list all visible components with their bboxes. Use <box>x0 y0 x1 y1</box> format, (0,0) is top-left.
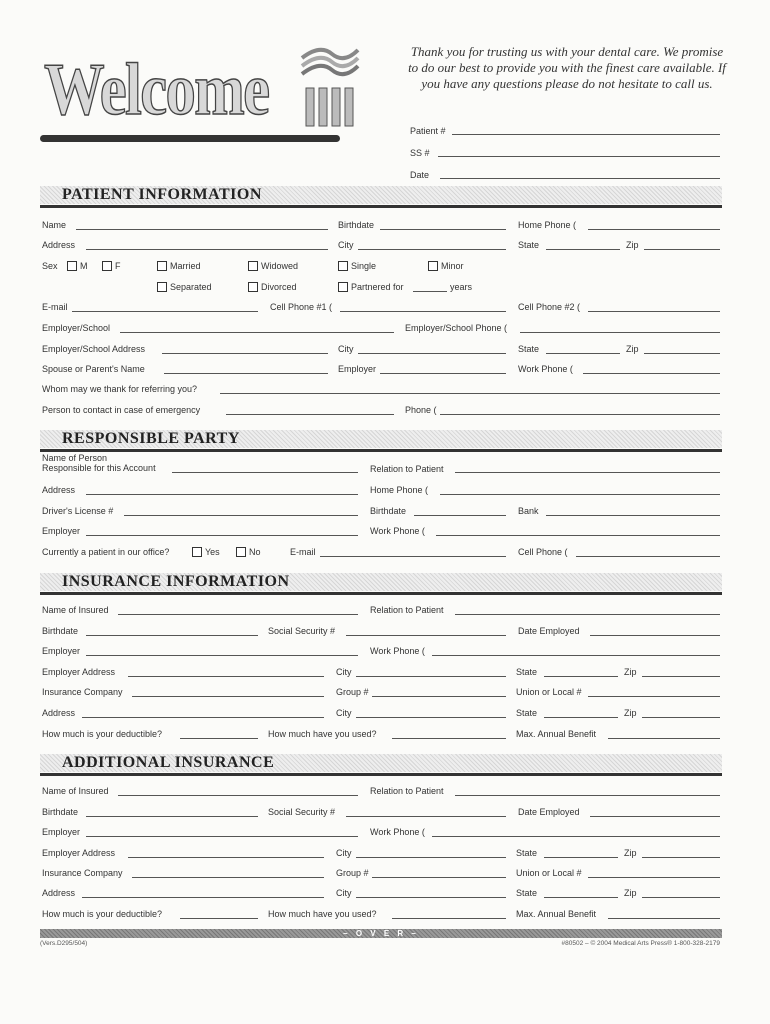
welcome-heading: Welcome <box>44 49 269 131</box>
add-state-label: State <box>516 848 538 858</box>
add-used-field[interactable] <box>392 918 506 919</box>
insurance-company-field[interactable] <box>132 696 324 697</box>
insured-date-employed-label: Date Employed <box>518 626 580 636</box>
zip-field[interactable] <box>644 249 720 250</box>
responsible-title: RESPONSIBLE PARTY <box>62 430 240 447</box>
currently-yes-checkbox[interactable] <box>192 547 202 557</box>
insured-relation-label: Relation to Patient <box>370 605 444 615</box>
emergency-contact-label: Person to contact in case of emergency <box>42 405 201 415</box>
add-state-field[interactable] <box>544 857 618 858</box>
insured-city-label: City <box>336 667 352 677</box>
birthdate-field[interactable] <box>380 229 506 230</box>
union-local-field[interactable] <box>588 696 720 697</box>
married-label: Married <box>170 261 201 271</box>
partnered-checkbox[interactable] <box>338 282 348 292</box>
address-field[interactable] <box>86 249 328 250</box>
bank-label: Bank <box>518 506 539 516</box>
drivers-license-label: Driver's License # <box>42 506 114 516</box>
insurance-company-label: Insurance Company <box>42 687 123 697</box>
insurance-title: INSURANCE INFORMATION <box>62 573 290 590</box>
add-zip-label: Zip <box>624 848 637 858</box>
employer-state-field[interactable] <box>546 353 620 354</box>
add-city-label: City <box>336 848 352 858</box>
name-field[interactable] <box>76 229 328 230</box>
partnered-label: Partnered for <box>351 282 404 292</box>
insured-employer-label: Employer <box>42 646 81 656</box>
single-checkbox[interactable] <box>338 261 348 271</box>
responsible-address-label: Address <box>42 485 76 495</box>
cell-phone-2-label: Cell Phone #2 ( <box>518 302 581 312</box>
add-insured-relation-field[interactable] <box>455 795 720 796</box>
patient-info-rule <box>40 205 722 208</box>
insured-name-field[interactable] <box>118 614 358 615</box>
decorative-wave-logo <box>300 40 360 140</box>
insured-name-label: Name of Insured <box>42 605 109 615</box>
currently-no-checkbox[interactable] <box>236 547 246 557</box>
currently-no-label: No <box>249 547 261 557</box>
add-insured-birthdate-field[interactable] <box>86 816 258 817</box>
years-label: years <box>450 282 473 292</box>
sex-label: Sex <box>42 261 58 271</box>
divorced-checkbox[interactable] <box>248 282 258 292</box>
responsible-work-phone-label: Work Phone ( <box>370 526 425 536</box>
referral-label: Whom may we thank for referring you? <box>42 384 198 394</box>
insured-zip-field[interactable] <box>642 676 720 677</box>
widowed-checkbox[interactable] <box>248 261 258 271</box>
employer-school-phone-field[interactable] <box>520 332 720 333</box>
home-phone-field[interactable] <box>588 229 720 230</box>
responsible-email-field[interactable] <box>320 556 506 557</box>
group-number-field[interactable] <box>372 696 506 697</box>
sex-f-checkbox[interactable] <box>102 261 112 271</box>
add-group-number-field[interactable] <box>372 877 506 878</box>
insured-employer-field[interactable] <box>86 655 358 656</box>
date-label: Date <box>410 170 430 180</box>
add-group-number-label: Group # <box>336 868 369 878</box>
insured-employer-address-field[interactable] <box>128 676 324 677</box>
add-insured-work-phone-label: Work Phone ( <box>370 827 425 837</box>
insured-birthdate-field[interactable] <box>86 635 258 636</box>
used-label: How much have you used? <box>268 729 377 739</box>
separated-checkbox[interactable] <box>157 282 167 292</box>
state-field[interactable] <box>546 249 620 250</box>
responsible-relation-field[interactable] <box>455 472 720 473</box>
insured-state-field[interactable] <box>544 676 618 677</box>
spouse-employer-field[interactable] <box>380 373 506 374</box>
spouse-work-phone-field[interactable] <box>583 373 720 374</box>
add-used-label: How much have you used? <box>268 909 377 919</box>
employer-school-label: Employer/School <box>42 323 111 333</box>
emergency-phone-field[interactable] <box>440 414 720 415</box>
deductible-label: How much is your deductible? <box>42 729 163 739</box>
married-checkbox[interactable] <box>157 261 167 271</box>
additional-rule <box>40 773 722 776</box>
home-phone-label: Home Phone ( <box>518 220 577 230</box>
add-zip2-field[interactable] <box>642 897 720 898</box>
sex-m-label: M <box>80 261 88 271</box>
add-max-benefit-label: Max. Annual Benefit <box>516 909 597 919</box>
group-number-label: Group # <box>336 687 369 697</box>
name-label: Name <box>42 220 67 230</box>
email-field[interactable] <box>72 311 258 312</box>
responsible-cell-field[interactable] <box>576 556 720 557</box>
ss-number-field[interactable] <box>438 156 720 157</box>
responsible-employer-label: Employer <box>42 526 81 536</box>
zip-label: Zip <box>626 240 639 250</box>
add-insured-date-employed-field[interactable] <box>590 816 720 817</box>
insurance-city-field[interactable] <box>356 717 506 718</box>
responsible-cell-label: Cell Phone ( <box>518 547 568 557</box>
insurance-address-label: Address <box>42 708 76 718</box>
responsible-employer-field[interactable] <box>86 535 358 536</box>
currently-patient-label: Currently a patient in our office? <box>42 547 170 557</box>
state-label: State <box>518 240 540 250</box>
add-insured-date-employed-label: Date Employed <box>518 807 580 817</box>
insurance-city-label: City <box>336 708 352 718</box>
responsible-relation-label: Relation to Patient <box>370 464 444 474</box>
insurance-state-label: State <box>516 708 538 718</box>
deductible-field[interactable] <box>180 738 258 739</box>
add-employer-address-label: Employer Address <box>42 848 116 858</box>
responsible-name-label-2: Responsible for this Account <box>42 463 156 473</box>
used-field[interactable] <box>392 738 506 739</box>
employer-school-address-label: Employer/School Address <box>42 344 146 354</box>
employer-zip-label: Zip <box>626 344 639 354</box>
patient-number-field[interactable] <box>452 134 720 135</box>
insurance-zip-field[interactable] <box>642 717 720 718</box>
responsible-name-label-1: Name of Person <box>42 453 108 463</box>
spouse-field[interactable] <box>164 373 328 374</box>
insurance-address-field[interactable] <box>82 717 324 718</box>
employer-school-phone-label: Employer/School Phone ( <box>405 323 508 333</box>
add-employer-address-field[interactable] <box>128 857 324 858</box>
insured-ssn-field[interactable] <box>346 635 506 636</box>
responsible-home-phone-field[interactable] <box>440 494 720 495</box>
employer-school-field[interactable] <box>120 332 394 333</box>
add-insurance-company-label: Insurance Company <box>42 868 123 878</box>
cell-phone-2-field[interactable] <box>588 311 720 312</box>
cell-phone-1-label: Cell Phone #1 ( <box>270 302 333 312</box>
spouse-work-phone-label: Work Phone ( <box>518 364 573 374</box>
widowed-label: Widowed <box>261 261 299 271</box>
responsible-home-phone-label: Home Phone ( <box>370 485 429 495</box>
responsible-work-phone-field[interactable] <box>436 535 720 536</box>
address-label: Address <box>42 240 76 250</box>
ss-number-label: SS # <box>410 148 430 158</box>
add-insured-name-label: Name of Insured <box>42 786 109 796</box>
city-label: City <box>338 240 354 250</box>
add-city2-label: City <box>336 888 352 898</box>
drivers-license-field[interactable] <box>124 515 358 516</box>
add-insured-relation-label: Relation to Patient <box>370 786 444 796</box>
add-zip-field[interactable] <box>642 857 720 858</box>
add-state2-field[interactable] <box>544 897 618 898</box>
employer-state-label: State <box>518 344 540 354</box>
insured-city-field[interactable] <box>356 676 506 677</box>
partnered-years-field[interactable] <box>413 291 447 292</box>
insured-birthdate-label: Birthdate <box>42 626 79 636</box>
birthdate-label: Birthdate <box>338 220 375 230</box>
responsible-rule <box>40 449 722 452</box>
add-state2-label: State <box>516 888 538 898</box>
insured-ssn-label: Social Security # <box>268 626 336 636</box>
responsible-address-field[interactable] <box>86 494 358 495</box>
employer-school-address-field[interactable] <box>162 353 328 354</box>
minor-checkbox[interactable] <box>428 261 438 271</box>
insurance-zip-label: Zip <box>624 708 637 718</box>
insured-employer-address-label: Employer Address <box>42 667 116 677</box>
responsible-birthdate-label: Birthdate <box>370 506 407 516</box>
version-code: (Vers.D295/504) <box>40 940 88 947</box>
employer-city-field[interactable] <box>358 353 506 354</box>
add-max-benefit-field[interactable] <box>608 918 720 919</box>
add-insured-work-phone-field[interactable] <box>432 836 720 837</box>
add-insured-birthdate-label: Birthdate <box>42 807 79 817</box>
add-city-field[interactable] <box>356 857 506 858</box>
insured-state-label: State <box>516 667 538 677</box>
employer-zip-field[interactable] <box>644 353 720 354</box>
thank-you-message: Thank you for trusting us with your dental care. We promise to do our best to provide you with the finest care available. If you have any questions please do not hesitate to call us. <box>408 44 726 91</box>
add-insured-employer-label: Employer <box>42 827 81 837</box>
patient-number-label: Patient # <box>410 126 446 136</box>
copyright-notice: #80502 – © 2004 Medical Arts Press® 1-800-328-2179 <box>561 940 720 947</box>
divorced-label: Divorced <box>261 282 297 292</box>
insured-zip-label: Zip <box>624 667 637 677</box>
insured-work-phone-field[interactable] <box>432 655 720 656</box>
sex-f-label: F <box>115 261 121 271</box>
over-bar: – O V E R – <box>40 929 722 938</box>
referral-field[interactable] <box>220 393 720 394</box>
toothbrush-base <box>40 135 340 142</box>
add-deductible-label: How much is your deductible? <box>42 909 163 919</box>
add-union-local-label: Union or Local # <box>516 868 582 878</box>
add-insured-ssn-field[interactable] <box>346 816 506 817</box>
insured-work-phone-label: Work Phone ( <box>370 646 425 656</box>
responsible-birthdate-field[interactable] <box>414 515 506 516</box>
union-local-label: Union or Local # <box>516 687 582 697</box>
insured-date-employed-field[interactable] <box>590 635 720 636</box>
date-field[interactable] <box>440 178 720 179</box>
emergency-phone-label: Phone ( <box>405 405 437 415</box>
cell-phone-1-field[interactable] <box>340 311 506 312</box>
minor-label: Minor <box>441 261 464 271</box>
insurance-rule <box>40 592 722 595</box>
add-insured-ssn-label: Social Security # <box>268 807 336 817</box>
responsible-name-field[interactable] <box>172 472 358 473</box>
spouse-label: Spouse or Parent's Name <box>42 364 145 374</box>
add-union-local-field[interactable] <box>588 877 720 878</box>
add-insured-name-field[interactable] <box>118 795 358 796</box>
add-zip2-label: Zip <box>624 888 637 898</box>
add-address-field[interactable] <box>82 897 324 898</box>
insured-relation-field[interactable] <box>455 614 720 615</box>
sex-m-checkbox[interactable] <box>67 261 77 271</box>
bank-field[interactable] <box>546 515 720 516</box>
employer-city-label: City <box>338 344 354 354</box>
patient-info-title: PATIENT INFORMATION <box>62 186 262 203</box>
responsible-email-label: E-mail <box>290 547 316 557</box>
add-deductible-field[interactable] <box>180 918 258 919</box>
city-field[interactable] <box>358 249 506 250</box>
email-label: E-mail <box>42 302 68 312</box>
emergency-contact-field[interactable] <box>226 414 394 415</box>
add-insurance-company-field[interactable] <box>132 877 324 878</box>
add-address-label: Address <box>42 888 76 898</box>
insurance-state-field[interactable] <box>544 717 618 718</box>
add-insured-employer-field[interactable] <box>86 836 358 837</box>
add-city2-field[interactable] <box>356 897 506 898</box>
single-label: Single <box>351 261 377 271</box>
separated-label: Separated <box>170 282 212 292</box>
max-benefit-label: Max. Annual Benefit <box>516 729 597 739</box>
additional-title: ADDITIONAL INSURANCE <box>62 754 275 771</box>
max-benefit-field[interactable] <box>608 738 720 739</box>
currently-yes-label: Yes <box>205 547 220 557</box>
spouse-employer-label: Employer <box>338 364 377 374</box>
